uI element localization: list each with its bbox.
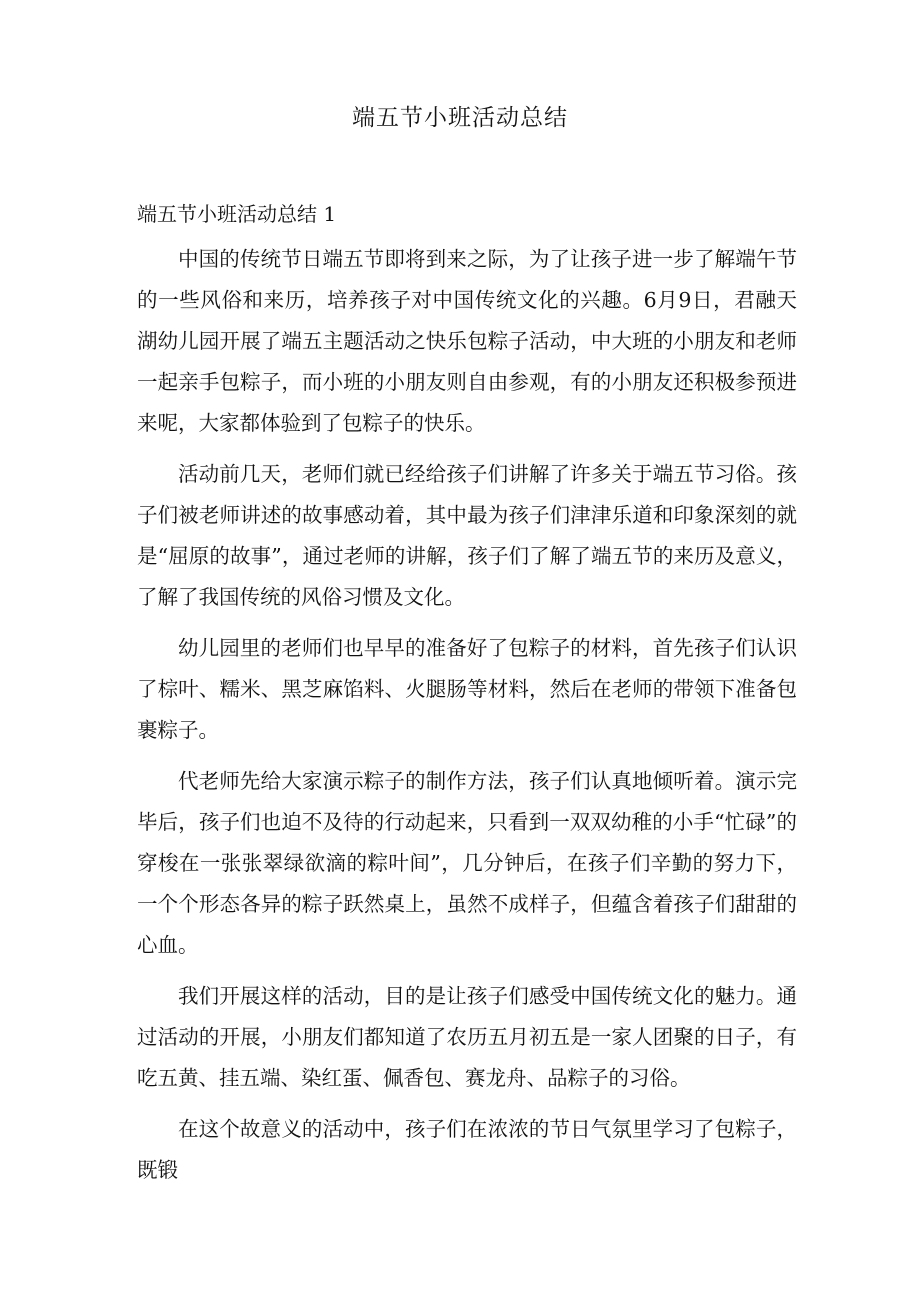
document-title: 端五节小班活动总结 xyxy=(352,105,568,131)
paragraph: 幼儿园里的老师们也早早的准备好了包粽子的材料，首先孩子们认识了棕叶、糯米、黑芝麻馅料、火腿肠等材料，然后在老师的带领下准备包裹粽子。 xyxy=(137,636,797,742)
paragraph: 代老师先给大家演示粽子的制作方法，孩子们认真地倾听着。演示完毕后，孩子们也迫不及待的行动起来，只看到一双双幼稚的小手“忙碌”的穿梭在一张张翠绿欲滴的粽叶间”，几分钟后，在孩子们辛勤的努力下，一个个形态各异的粽子跃然桌上，虽然不成样子，但蕴含着孩子们甜甜的心血。 xyxy=(137,769,797,957)
paragraph: 中国的传统节日端五节即将到来之际，为了让孩子进一步了解端午节的一些风俗和来历，培养孩子对中国传统文化的兴趣。6月9日，君融天湖幼儿园开展了端五主题活动之快乐包粽子活动，中大班的小朋友和老师一起亲手包粽子，而小班的小朋友则自由参观，有的小朋友还积极参预进来呢，大家都体验到了包粽子的快乐。 xyxy=(137,247,797,435)
paragraph: 在这个故意义的活动中，孩子们在浓浓的节日气氛里学习了包粽子，既锻 xyxy=(137,1117,797,1182)
paragraph: 我们开展这样的活动，目的是让孩子们感受中国传统文化的魅力。通过活动的开展，小朋友们都知道了农历五月初五是一家人团聚的日子，有吃五黄、挂五端、染红蛋、佩香包、赛龙舟、品粽子的习俗。 xyxy=(137,984,797,1090)
document-body xyxy=(137,239,797,1201)
section-subtitle: 端五节小班活动总结 1 xyxy=(137,202,337,226)
paragraph: 活动前几天，老师们就已经给孩子们讲解了许多关于端五节习俗。孩子们被老师讲述的故事感动着，其中最为孩子们津津乐道和印象深刻的就是“屈原的故事”，通过老师的讲解，孩子们了解了端五节的来历及意义，了解了我国传统的风俗习惯及文化。 xyxy=(137,462,797,609)
